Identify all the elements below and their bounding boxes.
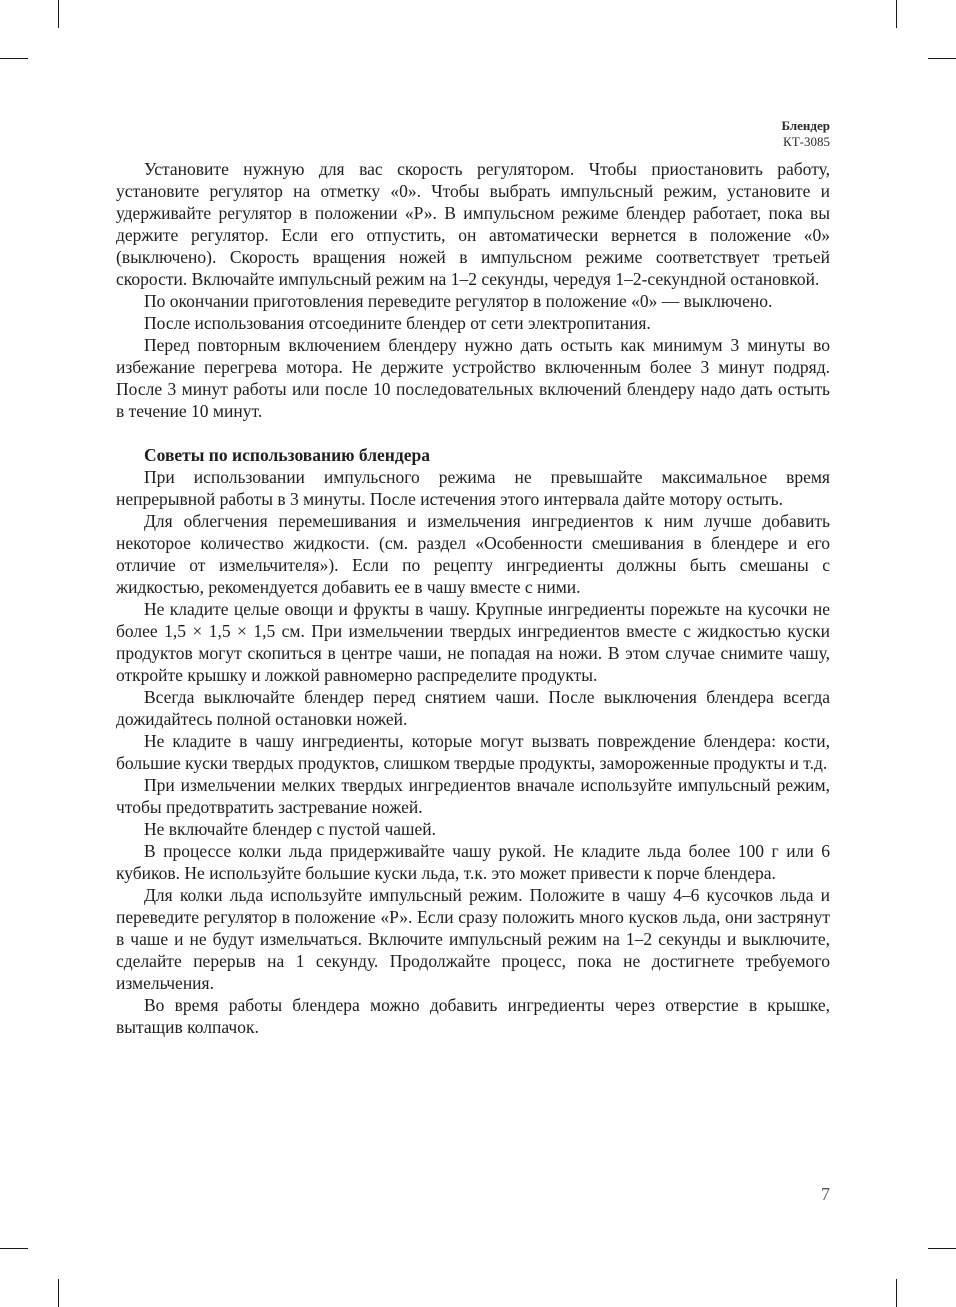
crop-mark — [896, 0, 897, 28]
paragraph: По окончании приготовления переведите регулятор в положение «0» — выключено. — [144, 291, 773, 311]
paragraph: После использования отсоедините блендер от сети электропитания. — [144, 313, 651, 333]
paragraph: При использовании импульсного режима не превышайте максимальное время непрерывной работы в 3 минуты. После истечения этого интервала дайте мотору остыть. — [116, 467, 830, 509]
document-body — [116, 158, 830, 1038]
running-header — [781, 118, 830, 150]
section-title: Советы по использованию блендера — [144, 445, 430, 465]
header-product: Блендер — [781, 118, 830, 133]
page-number: 7 — [821, 1184, 830, 1204]
paragraph: Не кладите в чашу ингредиенты, которые могут вызвать повреждение блендера: кости, большие куски твердых продуктов, слишком твердые продукты, замороженные продукты и т.д. — [116, 731, 830, 773]
crop-mark — [896, 1279, 897, 1307]
crop-mark — [58, 1279, 59, 1307]
paragraph: Не включайте блендер с пустой чашей. — [144, 819, 437, 839]
paragraph: При измельчении мелких твердых ингредиентов вначале используйте импульсный режим, чтобы предотвратить застревание ножей. — [116, 775, 830, 817]
paragraph: Всегда выключайте блендер перед снятием чаши. После выключения блендера всегда дожидайтесь полной остановки ножей. — [116, 687, 830, 729]
header-model: КТ-3085 — [783, 134, 830, 149]
crop-mark — [928, 58, 956, 59]
crop-mark — [0, 58, 28, 59]
paragraph: Для колки льда используйте импульсный режим. Положите в чашу 4–6 кусочков льда и переведите регулятор в положение «Р». Если сразу положить много кусков льда, они застрянут в чаше и не будут измельчаться. Включите импульсный режим на 1–2 секунды и выключите, сделайте перерыв на 1 секунду. Продолжайте процесс, пока не достигнете требуемого измельчения. — [116, 885, 830, 993]
paragraph: Не кладите целые овощи и фрукты в чашу. Крупные ингредиенты порежьте на кусочки не более 1,5 × 1,5 × 1,5 см. При измельчении твердых ингредиентов вместе с жидкостью куски продуктов могут скопиться в центре чаши, не попадая на ножи. В этом случае снимите чашу, откройте крышку и ложкой равномерно распределите продукты. — [116, 599, 830, 685]
paragraph: В процессе колки льда придерживайте чашу рукой. Не кладите льда более 100 г или 6 кубиков. Не используйте большие куски льда, т.к. это может привести к порче блендера. — [116, 841, 830, 883]
paragraph: Во время работы блендера можно добавить ингредиенты через отверстие в крышке, вытащив колпачок. — [116, 995, 830, 1037]
paragraph: Перед повторным включением блендеру нужно дать остыть как минимум 3 минуты во избежание перегрева мотора. Не держите устройство включенным более 3 минут подряд. После 3 минут работы или после 10 последовательных включений блендеру надо дать остыть в течение 10 минут. — [116, 335, 830, 421]
crop-mark — [0, 1248, 28, 1249]
crop-mark — [58, 0, 59, 28]
paragraph: Установите нужную для вас скорость регулятором. Чтобы приостановить работу, установите регулятор на отметку «0». Чтобы выбрать импульсный режим, установите и удерживайте регулятор в положении «Р». В импульсном режиме блендер работает, пока вы держите регулятор. Если его отпустить, он автоматически вернется в положение «0» (выключено). Скорость вращения ножей в импульсном режиме соответствует третьей скорости. Включайте импульсный режим на 1–2 секунды, чередуя 1–2-секундной остановкой. — [116, 159, 830, 289]
crop-mark — [928, 1248, 956, 1249]
paragraph: Для облегчения перемешивания и измельчения ингредиентов к ним лучше добавить некоторое количество жидкости. (см. раздел «Особенности смешивания в блендере и его отличие от измельчителя»). Если по рецепту ингредиенты должны быть смешаны с жидкостью, рекомендуется добавить ее в чашу вместе с ними. — [116, 511, 830, 597]
